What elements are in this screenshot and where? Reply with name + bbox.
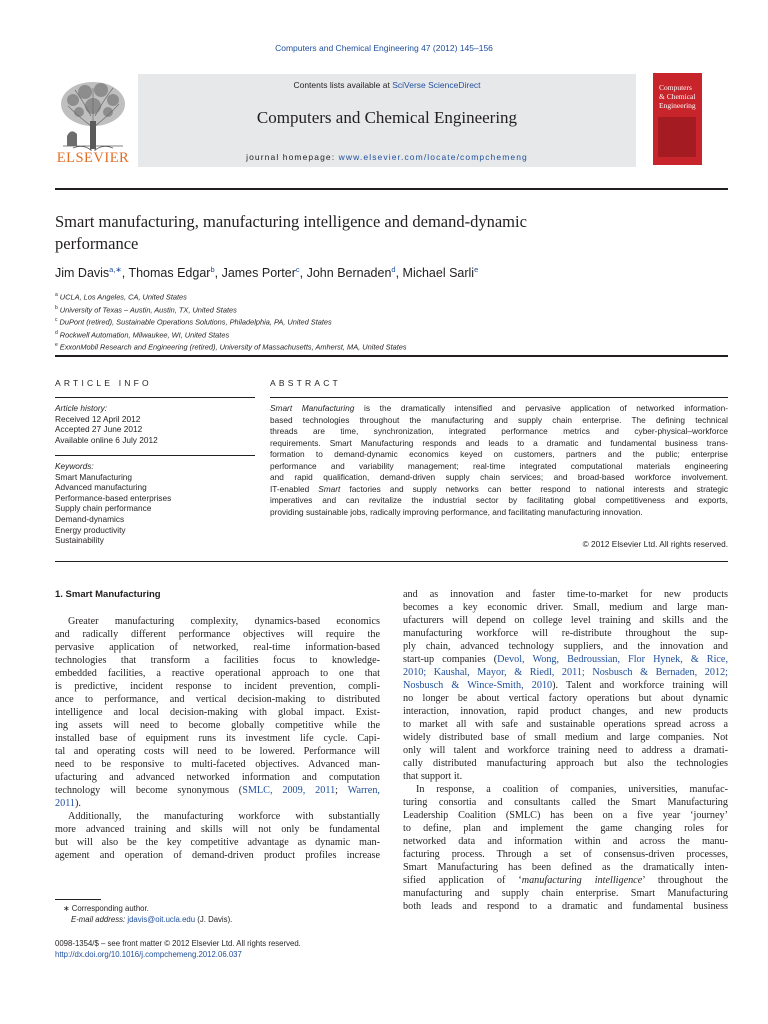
author-affiliation-marker[interactable]: b <box>210 265 215 274</box>
author-affiliation-marker[interactable]: c <box>295 265 300 274</box>
abstract-line: formation to demand-dynamic economics keyed on customers, partners and the public; enterprise <box>270 449 728 460</box>
affiliation-key: b <box>55 304 58 311</box>
author-affiliation-marker[interactable]: a,∗ <box>109 265 122 274</box>
citation-link[interactable]: Warren, <box>347 785 380 796</box>
email-line <box>55 914 385 925</box>
body-line: manufacturing and supply chain enterprise. Smart Manufacturing <box>403 888 728 899</box>
body-line: but will also be the key competitive advantage as dynamic man- <box>55 837 380 848</box>
citation-link[interactable]: 2010; Kaushal, Mayor, & Riedl, 2011; Nosbusch & Bernaden, 2012; <box>403 667 728 678</box>
author <box>55 266 128 280</box>
abstract-line-text: IT-enabled <box>270 483 310 494</box>
journal-cover-thumbnail <box>653 73 702 165</box>
author-separator: , <box>214 266 222 281</box>
journal-homepage-link[interactable]: www.elsevier.com/locate/compchemeng <box>338 152 528 162</box>
abstract-line: requirements. Smart Manufacturing responds and leads to a dramatic and fundamental business trans- <box>270 437 728 448</box>
body-line <box>55 797 380 810</box>
cover-artwork <box>658 117 696 157</box>
body-line: manufacturing workforce will re-distribute throughout the sup- <box>403 628 728 639</box>
body-left-column <box>55 588 380 862</box>
body-line <box>55 784 380 797</box>
abstract-text <box>270 403 728 518</box>
affiliation-text: ExxonMobil Research and Engineering (retired), University of Massachusetts, Amherst, MA, United States <box>59 342 407 352</box>
article-info-heading: ARTICLE INFO <box>55 378 152 388</box>
cover-title <box>659 83 701 110</box>
body-line: no longer be about vertical factory operations but about dynamic <box>403 693 728 704</box>
keyword: Energy productivity <box>55 524 126 535</box>
cover-title-line: Computers <box>659 83 692 92</box>
keywords-label: Keywords: <box>55 461 94 471</box>
citation-link[interactable]: 2011 <box>55 798 75 809</box>
body-line: ance to performance, and vertical decision-making to distributed <box>55 694 380 705</box>
abstract-line: threads are time, synchronization, integrated performance metrics and cyber-physical–workforce <box>270 426 728 437</box>
affiliation <box>55 303 715 316</box>
cover-title-line: Engineering <box>659 101 696 110</box>
issn-line: 0098-1354/$ – see front matter © 2012 Elsevier Ltd. All rights reserved. <box>55 939 301 948</box>
author-name: Jim Davis <box>55 266 110 281</box>
abstract-line: imperatives and can revitalize the industrial sector by facilitating global competitiveness and exports, <box>270 495 728 506</box>
body-line: and as innovation and faster time-to-market for new products <box>403 589 728 600</box>
abstract-line: and rapid qualification, demand-driven supply chain services; and broad-based workforce involvement. <box>270 472 728 483</box>
body-line: tal and operating costs will need to be lowered. Performance will <box>55 746 380 757</box>
body-line: ufacturing and advanced networked information and computation <box>55 772 380 783</box>
body-line: need to be responsive to multi-faceted objectives. Advanced man- <box>55 759 380 770</box>
abstract-bottom-rule <box>55 561 728 562</box>
body-line: Greater manufacturing complexity, dynamics-based economics <box>68 616 380 627</box>
corresponding-author-footnote <box>55 903 385 925</box>
author-list <box>55 265 715 280</box>
body-line-text: ). Talent and workforce training will <box>552 680 728 691</box>
keyword: Sustainability <box>55 535 104 546</box>
body-line: ply chain, advanced technology suppliers, and the innovation and <box>403 641 728 652</box>
section-heading: 1. Smart Manufacturing <box>55 589 161 600</box>
body-line: Additionally, the manufacturing workforce with substantially <box>68 811 380 822</box>
body-paragraph <box>55 810 380 862</box>
keyword: Demand-dynamics <box>55 513 125 524</box>
elsevier-wordmark: ELSEVIER <box>56 150 130 166</box>
author-separator: , <box>395 266 403 281</box>
front-matter <box>55 938 455 960</box>
contents-prefix: Contents lists available at <box>293 80 393 90</box>
history-date: Received 12 April 2012 <box>55 413 141 424</box>
body-line-text: ). <box>75 798 81 809</box>
body-line <box>403 874 728 887</box>
email-suffix: (J. Davis). <box>195 915 233 924</box>
journal-banner <box>138 74 636 167</box>
body-line-text: technology will become synonymous ( <box>55 785 243 796</box>
author-name: Thomas Edgar <box>128 266 211 281</box>
body-line: that support it. <box>403 771 463 782</box>
keyword: Advanced manufacturing <box>55 482 147 493</box>
affiliation-text: University of Texas – Austin, Austin, TX, United States <box>59 305 237 315</box>
body-line: and radically different performance objectives will require the <box>55 629 380 640</box>
affiliation <box>55 340 715 353</box>
doi-link[interactable]: http://dx.doi.org/10.1016/j.compchemeng.2012.06.037 <box>55 950 242 959</box>
citation-link[interactable]: Devol, Wong, Bedroussian, Flor Hynek, & Rice, <box>497 654 728 665</box>
body-line: both leads and respond to a dramatic and fundamental business <box>403 901 728 912</box>
footnote-rule <box>55 899 101 900</box>
body-line: ing assets will need to become globally competitive while the <box>55 720 380 731</box>
abstract-line: providing sustainable jobs, radically improving performance, and facilitating manufacturing innovation. <box>270 506 643 517</box>
abstract-heading: ABSTRACT <box>270 378 341 388</box>
affiliation-text: DuPont (retired), Sustainable Operations Solutions, Philadelphia, PA, United States <box>59 317 332 327</box>
author-name: John Bernaden <box>306 266 392 281</box>
body-line: agement and operation of demand-driven product profiles increase <box>55 850 380 861</box>
body-line: cally distributed manufacturing approach but also the technologies <box>403 758 728 769</box>
body-line <box>403 679 728 692</box>
author-email-link[interactable]: jdavis@oit.ucla.edu <box>127 915 196 924</box>
author <box>222 266 307 280</box>
body-line: interaction, innovation, rapid product changes, and new products <box>403 706 728 717</box>
body-line: is predictive, incident response to incident prevention, compli- <box>55 681 380 692</box>
body-line: embedded facilities, a reactive operational approach to one that <box>55 668 380 679</box>
history-date: Available online 6 July 2012 <box>55 434 158 445</box>
affiliation-key: d <box>55 329 58 336</box>
body-line: facturing process. Through a set of consensus-driven processes, <box>403 849 728 860</box>
author-separator: , <box>121 266 129 281</box>
author <box>403 266 479 280</box>
author <box>307 266 403 280</box>
contents-available-line <box>138 80 636 90</box>
body-line: to define, plan and implement the game changing roles for <box>403 823 728 834</box>
abstract-rule <box>270 397 728 398</box>
article-info-rule <box>55 397 255 398</box>
corresponding-author-note: ∗ Corresponding author. <box>63 904 149 913</box>
body-line <box>403 653 728 666</box>
author-affiliation-marker[interactable]: e <box>474 265 479 274</box>
body-line: In response, a coalition of companies, universities, manufac- <box>416 784 728 795</box>
body-line: more advanced training and skills will not only be fundamental <box>55 824 380 835</box>
citation-link[interactable]: SMLC, 2009, 2011 <box>242 785 336 796</box>
abstract-copyright: © 2012 Elsevier Ltd. All rights reserved. <box>582 539 728 549</box>
sciencedirect-link[interactable]: SciVerse ScienceDirect <box>392 80 481 90</box>
body-line: widely distributed base of small medium and large companies. Not <box>403 732 728 743</box>
article-history <box>55 403 255 445</box>
affiliation-key: e <box>55 342 58 349</box>
body-line: technologies that transform a facilities focus to knowledge- <box>55 655 380 666</box>
citation-separator: ; <box>335 785 348 796</box>
author <box>128 266 221 280</box>
keywords-rule <box>55 455 255 456</box>
abstract-line: based technologies throughout the manufacturing and supply chain enterprise. The defining technical <box>270 414 728 425</box>
article-title <box>55 211 695 255</box>
journal-homepage-line <box>138 152 636 162</box>
affiliation-key: a <box>55 292 58 298</box>
author-affiliation-marker[interactable]: d <box>391 265 396 274</box>
cover-title-line: & Chemical <box>659 92 696 101</box>
abstract-smart-term: Smart <box>318 483 341 494</box>
body-line: ufacturers will depend on college level training and skills and the <box>403 615 728 626</box>
body-line-text: sified application of ‘ <box>403 875 522 886</box>
abstract-line-text: is the dramatically intensified and pervasive application of networked information- <box>364 403 728 413</box>
abstract-lead-term: Smart Manufacturing <box>270 403 355 413</box>
author-separator: , <box>299 266 307 281</box>
body-line: Leadership Coalition (SMLC) has been on a five year ‘journey’ <box>403 810 728 821</box>
author-name: Michael Sarli <box>402 266 475 281</box>
header-divider <box>55 188 728 190</box>
history-label: Article history: <box>55 403 108 413</box>
abstract-line: performance and variability management; real-time integrated computational materials engineering <box>270 460 728 471</box>
authors-divider <box>55 355 728 357</box>
body-right-column <box>403 588 728 913</box>
body-line: becomes a key economic driver. Small, medium and large man- <box>403 602 728 613</box>
body-line <box>403 666 728 679</box>
history-date: Accepted 27 June 2012 <box>55 424 143 435</box>
email-label: E-mail address: <box>71 915 128 924</box>
keywords <box>55 461 255 546</box>
body-line: pervasive application of networked, real-time information-based <box>55 642 380 653</box>
body-line: installed base of equipment runs its investment life cycle. Capi- <box>55 733 380 744</box>
affiliation-key: c <box>55 317 58 324</box>
affiliation <box>55 315 715 328</box>
article-title-line: Smart manufacturing, manufacturing intelligence and demand-dynamic <box>55 212 527 231</box>
body-line: intelligence and local decision-making with global impact. Exist- <box>55 707 380 718</box>
article-title-line: performance <box>55 234 139 253</box>
homepage-prefix: journal homepage: <box>246 152 339 162</box>
body-line: only will talent and workforce training need to address a dramati- <box>403 745 728 756</box>
affiliation-text: UCLA, Los Angeles, CA, United States <box>59 292 187 302</box>
affiliation <box>55 290 715 303</box>
keyword: Performance-based enterprises <box>55 492 172 503</box>
journal-reference[interactable]: Computers and Chemical Engineering 47 (2012) 145–156 <box>275 43 493 53</box>
body-paragraph <box>55 615 380 810</box>
body-line: to market all with safe and sustainable operations spread across a <box>403 719 728 730</box>
keyword: Supply chain performance <box>55 503 152 514</box>
author-name: James Porter <box>221 266 296 281</box>
body-line-text: ’ throughout the <box>642 875 728 886</box>
keyword: Smart Manufacturing <box>55 471 133 482</box>
emphasis-term: manufacturing intelligence <box>521 875 643 886</box>
citation-link[interactable]: Nosbusch & Wince-Smith, 2010 <box>403 680 553 691</box>
abstract-line-text: factories and supply networks can better respond to national interests and strategic <box>349 483 728 494</box>
affiliation-list <box>55 290 715 353</box>
abstract-line <box>270 484 728 496</box>
affiliation <box>55 328 715 341</box>
abstract-line <box>270 403 728 415</box>
body-line: Smart Manufacturing has been defined as the dramatically inten- <box>403 862 728 873</box>
journal-title: Computers and Chemical Engineering <box>256 108 518 127</box>
body-line: turing consortia and consultants called the Smart Manufacturing <box>403 797 728 808</box>
affiliation-text: Rockwell Automation, Milwaukee, WI, United States <box>59 330 230 340</box>
body-line-text: start-up companies ( <box>403 654 498 665</box>
body-line: networked data and information within and across the manu- <box>403 836 728 847</box>
